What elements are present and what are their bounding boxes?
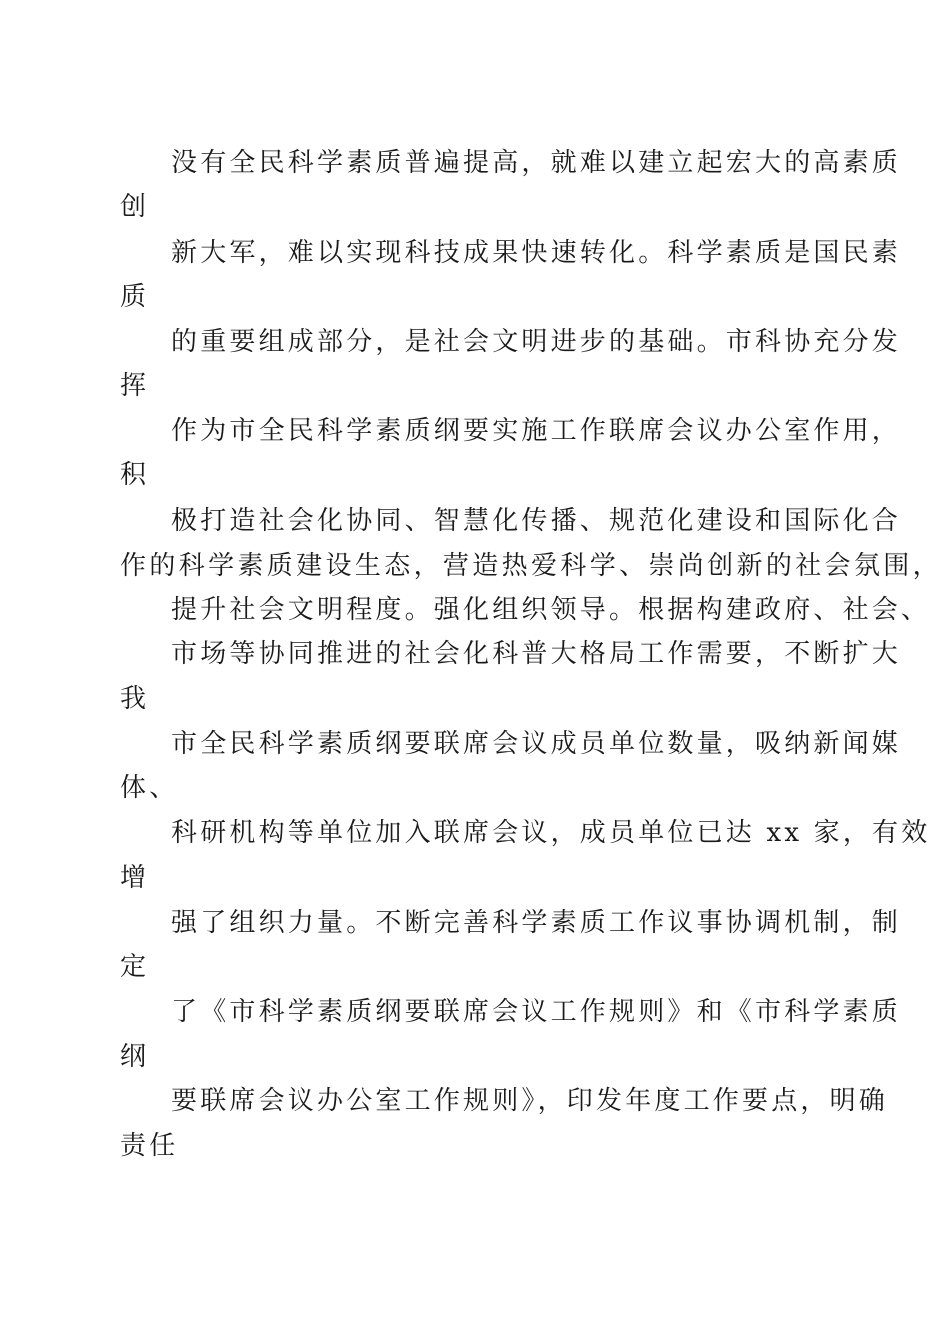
- text-line: 新大军，难以实现科技成果快速转化。科学素质是国民素: [171, 238, 902, 268]
- text-line: 市场等协同推进的社会化科普大格局工作需要，不断扩大: [171, 639, 902, 669]
- text-line: 我: [120, 684, 150, 714]
- text-line: 了《市科学素质纲要联席会议工作规则》和《市科学素质: [171, 997, 902, 1027]
- text-line: 挥: [120, 371, 150, 401]
- text-line: 的重要组成部分，是社会文明进步的基础。市科协充分发: [171, 327, 902, 357]
- text-line: 积: [120, 460, 150, 490]
- text-line: 市全民科学素质纲要联席会议成员单位数量，吸纳新闻媒: [171, 729, 902, 759]
- text-line: 纲: [120, 1042, 150, 1072]
- text-line: 责任: [120, 1131, 179, 1161]
- text-line: 定: [120, 952, 150, 982]
- text-line: 增: [120, 863, 150, 893]
- text-line: 作为市全民科学素质纲要实施工作联席会议办公室作用，: [171, 416, 902, 446]
- text-line: 创: [120, 192, 150, 222]
- text-line: 要联席会议办公室工作规则》，印发年度工作要点，明确: [171, 1086, 889, 1116]
- text-line: 强了组织力量。不断完善科学素质工作议事协调机制，制: [171, 908, 902, 938]
- text-line: 没有全民科学素质普遍提高，就难以建立起宏大的高素质: [171, 148, 902, 178]
- text-line: 体、: [120, 773, 179, 803]
- text-line: 科研机构等单位加入联席会议，成员单位已达 xx 家，有效: [171, 818, 931, 848]
- text-line: 极打造社会化协同、智慧化传播、规范化建设和国际化合: [171, 506, 902, 536]
- text-line: 质: [120, 282, 150, 312]
- text-line: 提升社会文明程度。强化组织领导。根据构建政府、社会、: [171, 595, 931, 625]
- text-line: 作的科学素质建设生态，营造热爱科学、崇尚创新的社会氛围，: [120, 551, 942, 581]
